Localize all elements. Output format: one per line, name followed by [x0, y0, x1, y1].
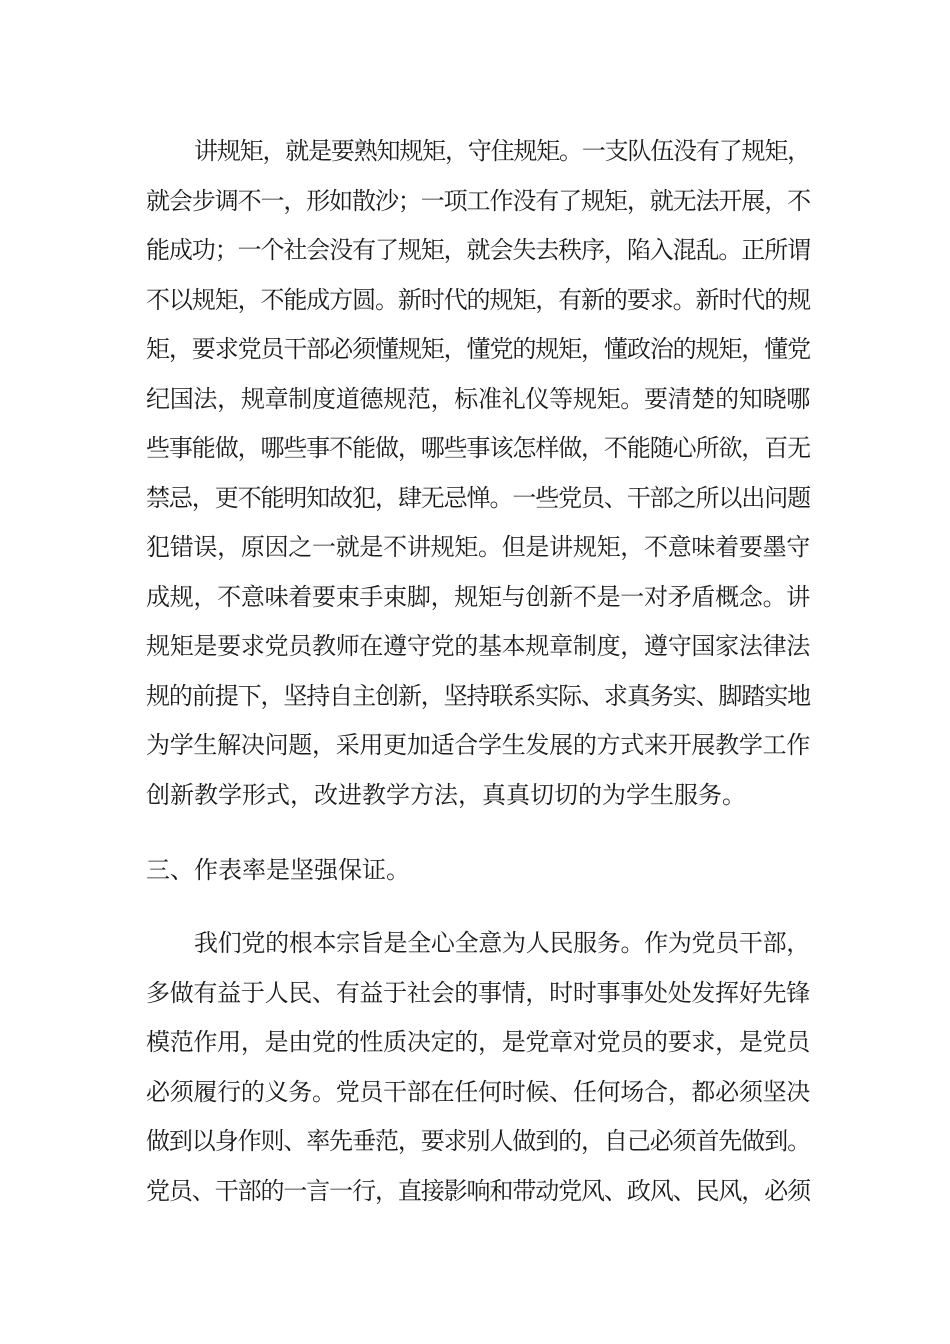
- paragraph-line: 为学生解决问题，采用更加适合学生发展的方式来开展教学工作: [146, 731, 810, 759]
- paragraph-line: 能成功；一个社会没有了规矩，就会失去秩序，陷入混乱。正所谓: [146, 236, 810, 264]
- paragraph-line: 多做有益于人民、有益于社会的事情，时时事事处处发挥好先锋: [146, 978, 810, 1007]
- body-paragraph-example: [146, 919, 810, 1216]
- paragraph-line: 必须履行的义务。党员干部在任何时候、任何场合，都必须坚决: [146, 1077, 810, 1106]
- paragraph-line: 做到以身作则、率先垂范，要求别人做到的，自己必须首先做到。: [146, 1127, 810, 1155]
- paragraph-line: 规的前提下，坚持自主创新，坚持联系实际、求真务实、脚踏实地: [146, 681, 810, 710]
- section-heading: 三、作表率是坚强保证。: [146, 856, 410, 884]
- paragraph-line: 就会步调不一，形如散沙；一项工作没有了规矩，就无法开展，不: [146, 186, 810, 215]
- paragraph-line: 模范作用，是由党的性质决定的，是党章对党员的要求，是党员: [146, 1028, 810, 1056]
- paragraph-line: 我们党的根本宗旨是全心全意为人民服务。作为党员干部，: [194, 929, 810, 957]
- paragraph-line: 不以规矩，不能成方圆。新时代的规矩，有新的要求。新时代的规: [146, 285, 810, 314]
- paragraph-line: 犯错误，原因之一就是不讲规矩。但是讲规矩，不意味着要墨守: [146, 533, 810, 561]
- paragraph-line: 讲规矩，就是要熟知规矩，守住规矩。一支队伍没有了规矩，: [194, 137, 810, 165]
- paragraph-line: 党员、干部的一言一行，直接影响和带动党风、政风、民风，必须: [146, 1176, 810, 1205]
- paragraph-line: 成规，不意味着要束手束脚，规矩与创新不是一对矛盾概念。讲: [146, 582, 810, 611]
- paragraph-line: 纪国法，规章制度道德规范，标准礼仪等规矩。要清楚的知晓哪: [146, 384, 810, 413]
- paragraph-line: 矩，要求党员干部必须懂规矩，懂党的规矩，懂政治的规矩，懂党: [146, 335, 810, 363]
- paragraph-line: 创新教学形式，改进教学方法，真真切切的为学生服务。: [146, 780, 746, 809]
- paragraph-line: 规矩是要求党员教师在遵守党的基本规章制度，遵守国家法律法: [146, 632, 810, 660]
- body-paragraph-rules: [146, 127, 810, 820]
- paragraph-line: 些事能做，哪些事不能做，哪些事该怎样做，不能随心所欲，百无: [146, 434, 810, 462]
- paragraph-line: 禁忌，更不能明知故犯，肆无忌惮。一些党员、干部之所以出问题: [146, 483, 810, 512]
